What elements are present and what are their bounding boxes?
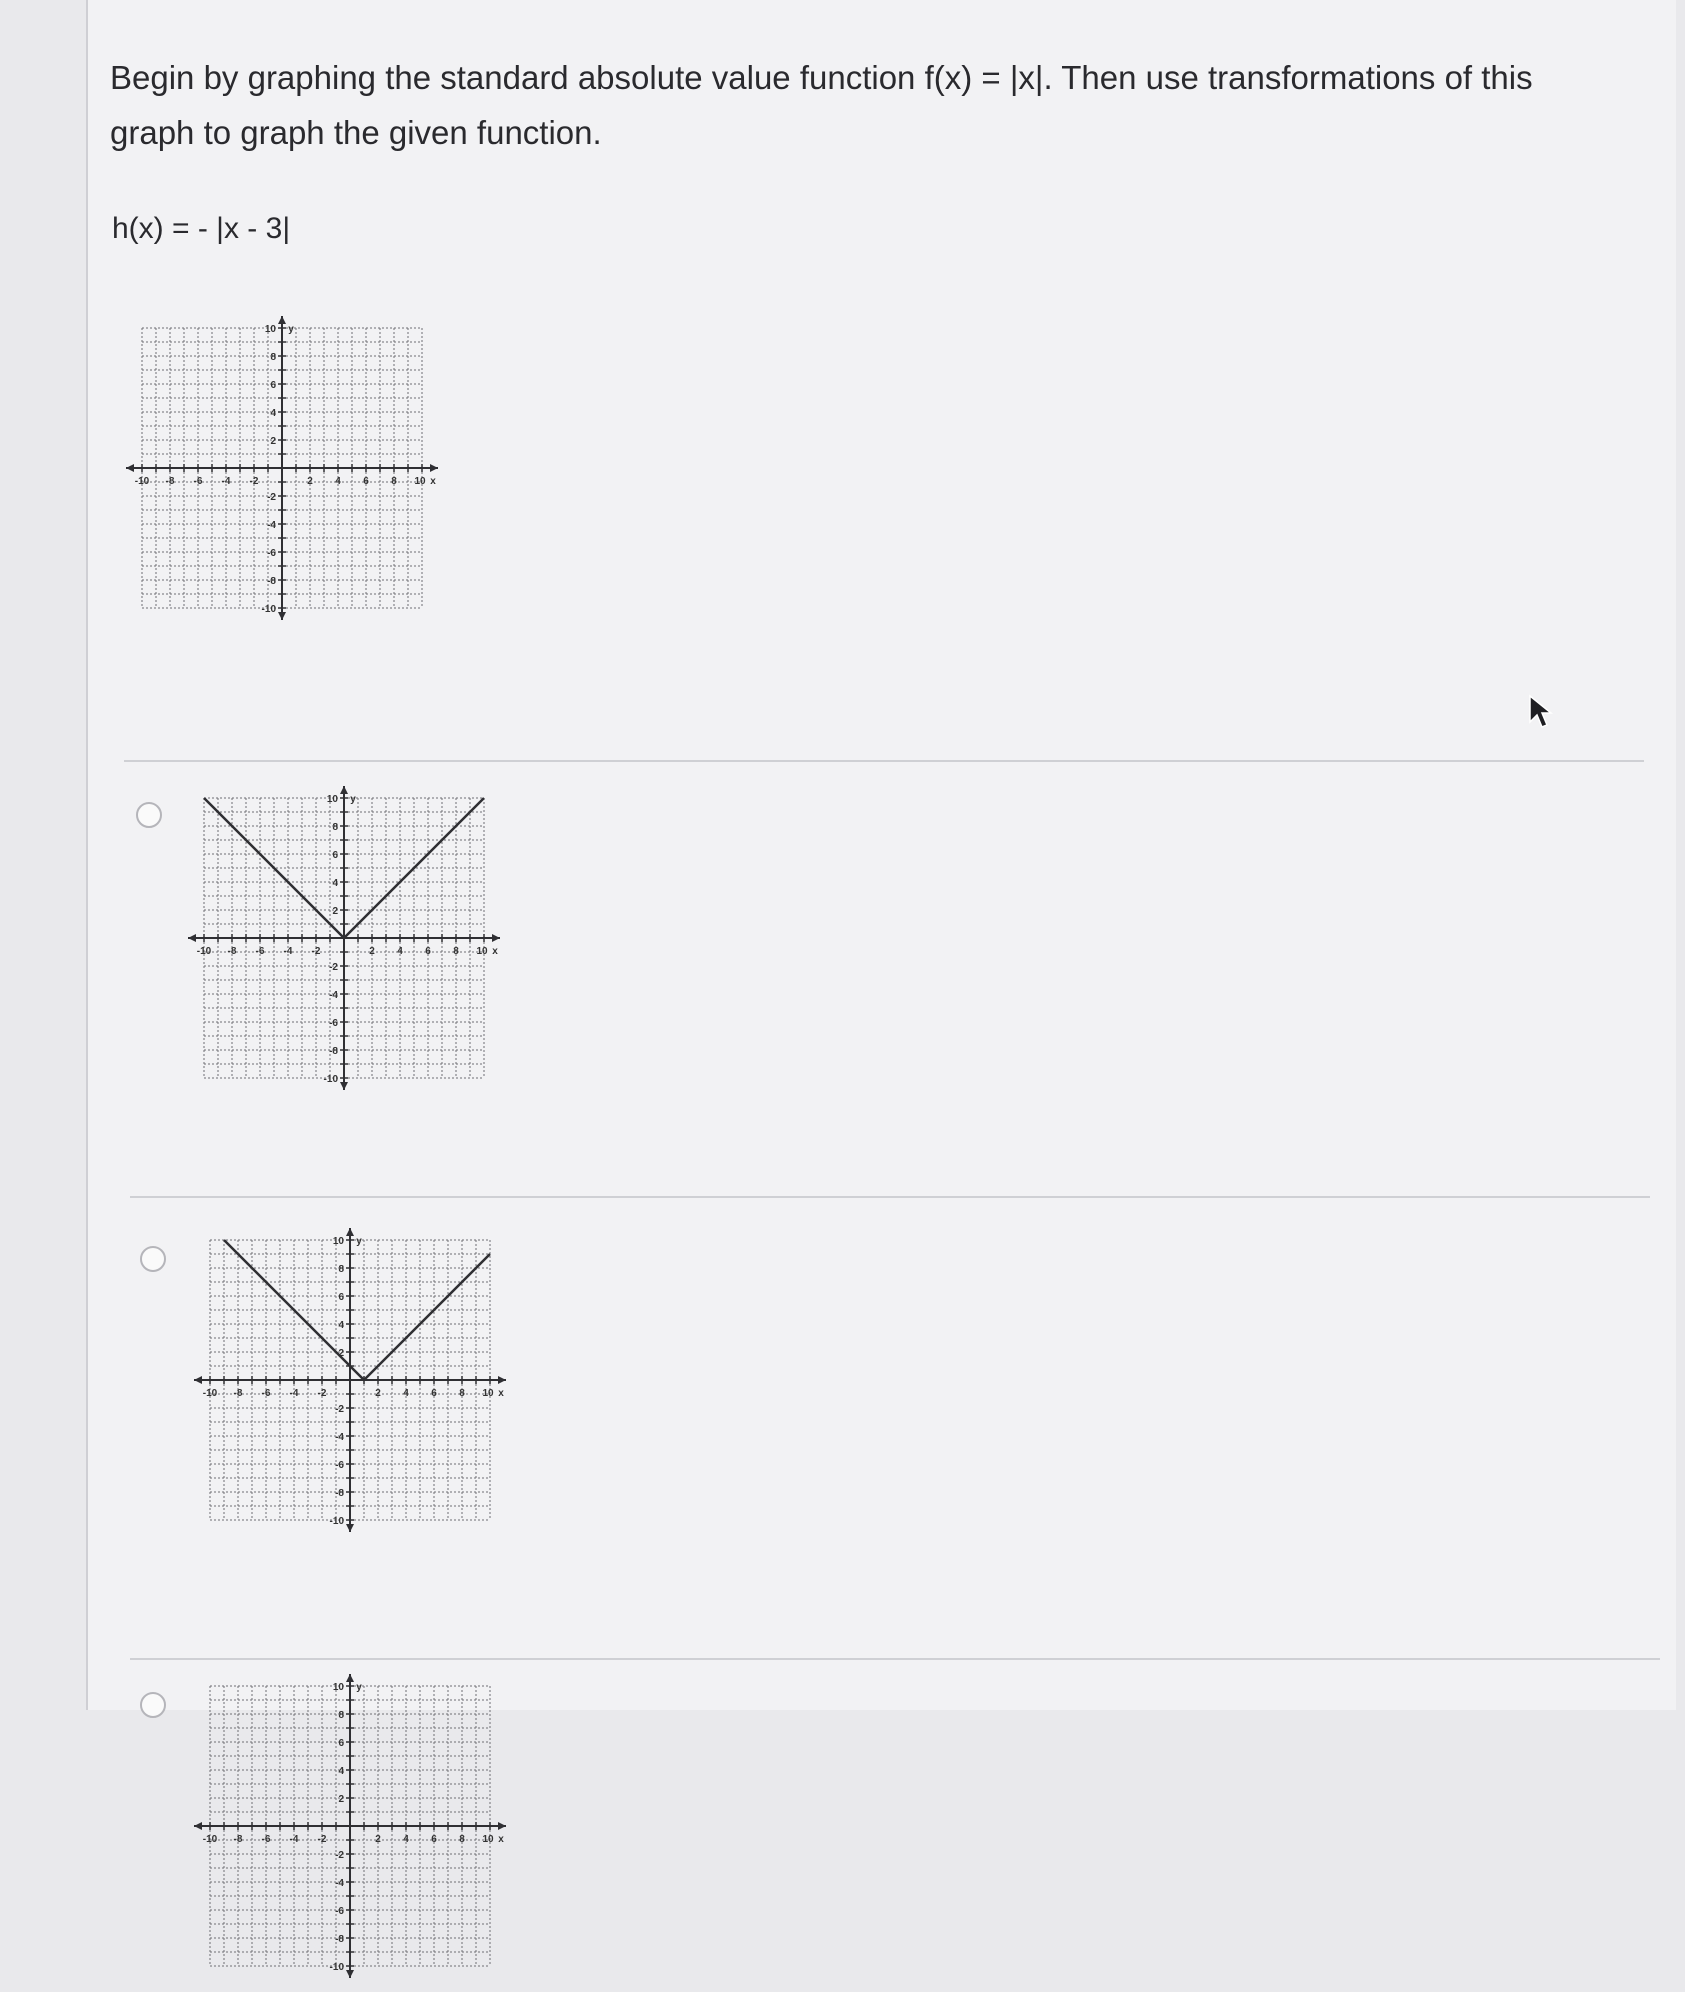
x-tick-label: -2 — [317, 1388, 327, 1399]
option-a-radio[interactable] — [136, 802, 162, 828]
x-tick-label: -10 — [202, 1834, 218, 1845]
x-axis-arrow — [498, 1822, 506, 1830]
divider — [130, 1658, 1660, 1660]
x-tick-label: -8 — [165, 476, 175, 487]
option-c-graph[interactable] — [186, 1672, 518, 1992]
y-tick-label: 4 — [338, 1766, 344, 1777]
y-tick-label: 2 — [270, 436, 276, 447]
y-tick-label: 6 — [270, 380, 276, 391]
x-axis-label: x — [430, 476, 436, 487]
option-b-graph[interactable] — [186, 1226, 518, 1546]
y-tick-label: -10 — [329, 1516, 344, 1527]
x-axis-arrow — [492, 934, 500, 942]
x-tick-label: 2 — [375, 1388, 381, 1399]
y-tick-label: -4 — [329, 990, 338, 1001]
y-tick-label: -4 — [335, 1432, 344, 1443]
x-axis-arrow — [498, 1376, 506, 1384]
y-tick-label: 6 — [338, 1738, 344, 1749]
divider — [130, 1196, 1650, 1198]
y-tick-label: -8 — [329, 1046, 338, 1057]
y-tick-label: 8 — [332, 822, 338, 833]
y-tick-label: -2 — [335, 1850, 344, 1861]
y-axis-arrow — [346, 1228, 354, 1236]
x-tick-label: 6 — [431, 1388, 437, 1399]
x-tick-label: 8 — [453, 946, 459, 957]
x-tick-label: -4 — [289, 1834, 299, 1845]
y-tick-label: 10 — [332, 1236, 344, 1247]
y-axis-label: y — [288, 324, 294, 335]
y-tick-label: -8 — [335, 1934, 344, 1945]
x-tick-label: 6 — [363, 476, 369, 487]
x-axis-arrow — [194, 1376, 202, 1384]
x-tick-label: -2 — [249, 476, 259, 487]
y-tick-label: -8 — [267, 576, 276, 587]
x-tick-label: -2 — [311, 946, 321, 957]
y-tick-label: 2 — [338, 1348, 344, 1359]
y-tick-label: 6 — [332, 850, 338, 861]
y-tick-label: -10 — [261, 604, 276, 615]
y-tick-label: 10 — [326, 794, 338, 805]
y-axis-label: y — [356, 1682, 362, 1693]
x-tick-label: 4 — [403, 1834, 409, 1845]
y-tick-label: -6 — [335, 1460, 344, 1471]
x-tick-label: 8 — [391, 476, 397, 487]
y-axis-arrow — [278, 612, 286, 620]
x-tick-label: -10 — [134, 476, 150, 487]
x-tick-label: 6 — [431, 1834, 437, 1845]
divider — [124, 760, 1644, 762]
x-axis-arrow — [194, 1822, 202, 1830]
y-tick-label: 8 — [270, 352, 276, 363]
y-tick-label: 10 — [264, 324, 276, 335]
x-tick-label: 8 — [459, 1388, 465, 1399]
x-tick-label: 10 — [482, 1834, 494, 1845]
y-tick-label: 4 — [270, 408, 276, 419]
y-tick-label: 6 — [338, 1292, 344, 1303]
y-tick-label: -4 — [267, 520, 276, 531]
x-tick-label: 2 — [369, 946, 375, 957]
y-tick-label: -6 — [267, 548, 276, 559]
y-axis-arrow — [346, 1674, 354, 1682]
x-tick-label: -4 — [289, 1388, 299, 1399]
x-tick-label: 2 — [375, 1834, 381, 1845]
x-tick-label: 4 — [335, 476, 341, 487]
y-tick-label: -8 — [335, 1488, 344, 1499]
y-tick-label: -6 — [335, 1906, 344, 1917]
x-tick-label: -2 — [317, 1834, 327, 1845]
y-tick-label: -4 — [335, 1878, 344, 1889]
y-axis-arrow — [340, 1082, 348, 1090]
x-tick-label: 8 — [459, 1834, 465, 1845]
y-axis-arrow — [340, 786, 348, 794]
y-tick-label: 10 — [332, 1682, 344, 1693]
x-tick-label: 10 — [482, 1388, 494, 1399]
x-tick-label: -8 — [227, 946, 237, 957]
x-tick-label: 4 — [397, 946, 403, 957]
y-tick-label: 2 — [338, 1794, 344, 1805]
x-tick-label: 10 — [414, 476, 426, 487]
given-function: h(x) = - |x - 3| — [112, 212, 291, 245]
y-axis-label: y — [356, 1236, 362, 1247]
y-tick-label: -10 — [323, 1074, 338, 1085]
y-tick-label: -6 — [329, 1018, 338, 1029]
y-axis-label: y — [350, 794, 356, 805]
y-axis-arrow — [278, 316, 286, 324]
reference-graph — [118, 314, 450, 634]
mouse-pointer-icon — [1528, 694, 1554, 730]
x-tick-label: -8 — [233, 1388, 243, 1399]
x-axis-arrow — [188, 934, 196, 942]
x-axis-arrow — [126, 464, 134, 472]
option-a-graph[interactable] — [180, 784, 512, 1104]
x-tick-label: -6 — [261, 1834, 271, 1845]
x-tick-label: -4 — [221, 476, 231, 487]
option-b-radio[interactable] — [140, 1246, 166, 1272]
x-tick-label: -10 — [196, 946, 212, 957]
y-tick-label: -2 — [329, 962, 338, 973]
y-axis-arrow — [346, 1524, 354, 1532]
question-prompt: Begin by graphing the standard absolute value function f(x) = |x|. Then use transformations of this graph to graph the given function. — [110, 59, 1533, 151]
y-tick-label: -10 — [329, 1962, 344, 1973]
x-tick-label: -6 — [255, 946, 265, 957]
y-tick-label: -2 — [335, 1404, 344, 1415]
x-axis-arrow — [430, 464, 438, 472]
x-tick-label: -6 — [261, 1388, 271, 1399]
x-tick-label: 10 — [476, 946, 488, 957]
option-c-radio[interactable] — [140, 1692, 166, 1718]
x-axis-label: x — [498, 1834, 504, 1845]
y-tick-label: 4 — [338, 1320, 344, 1331]
x-tick-label: -6 — [193, 476, 203, 487]
x-axis-label: x — [492, 946, 498, 957]
x-tick-label: 2 — [307, 476, 313, 487]
x-axis-label: x — [498, 1388, 504, 1399]
x-tick-label: -10 — [202, 1388, 218, 1399]
y-tick-label: 8 — [338, 1264, 344, 1275]
y-tick-label: -2 — [267, 492, 276, 503]
y-axis-arrow — [346, 1970, 354, 1978]
y-tick-label: 2 — [332, 906, 338, 917]
x-tick-label: -4 — [283, 946, 293, 957]
x-tick-label: 4 — [403, 1388, 409, 1399]
x-tick-label: -8 — [233, 1834, 243, 1845]
x-tick-label: 6 — [425, 946, 431, 957]
y-tick-label: 4 — [332, 878, 338, 889]
y-tick-label: 8 — [338, 1710, 344, 1721]
